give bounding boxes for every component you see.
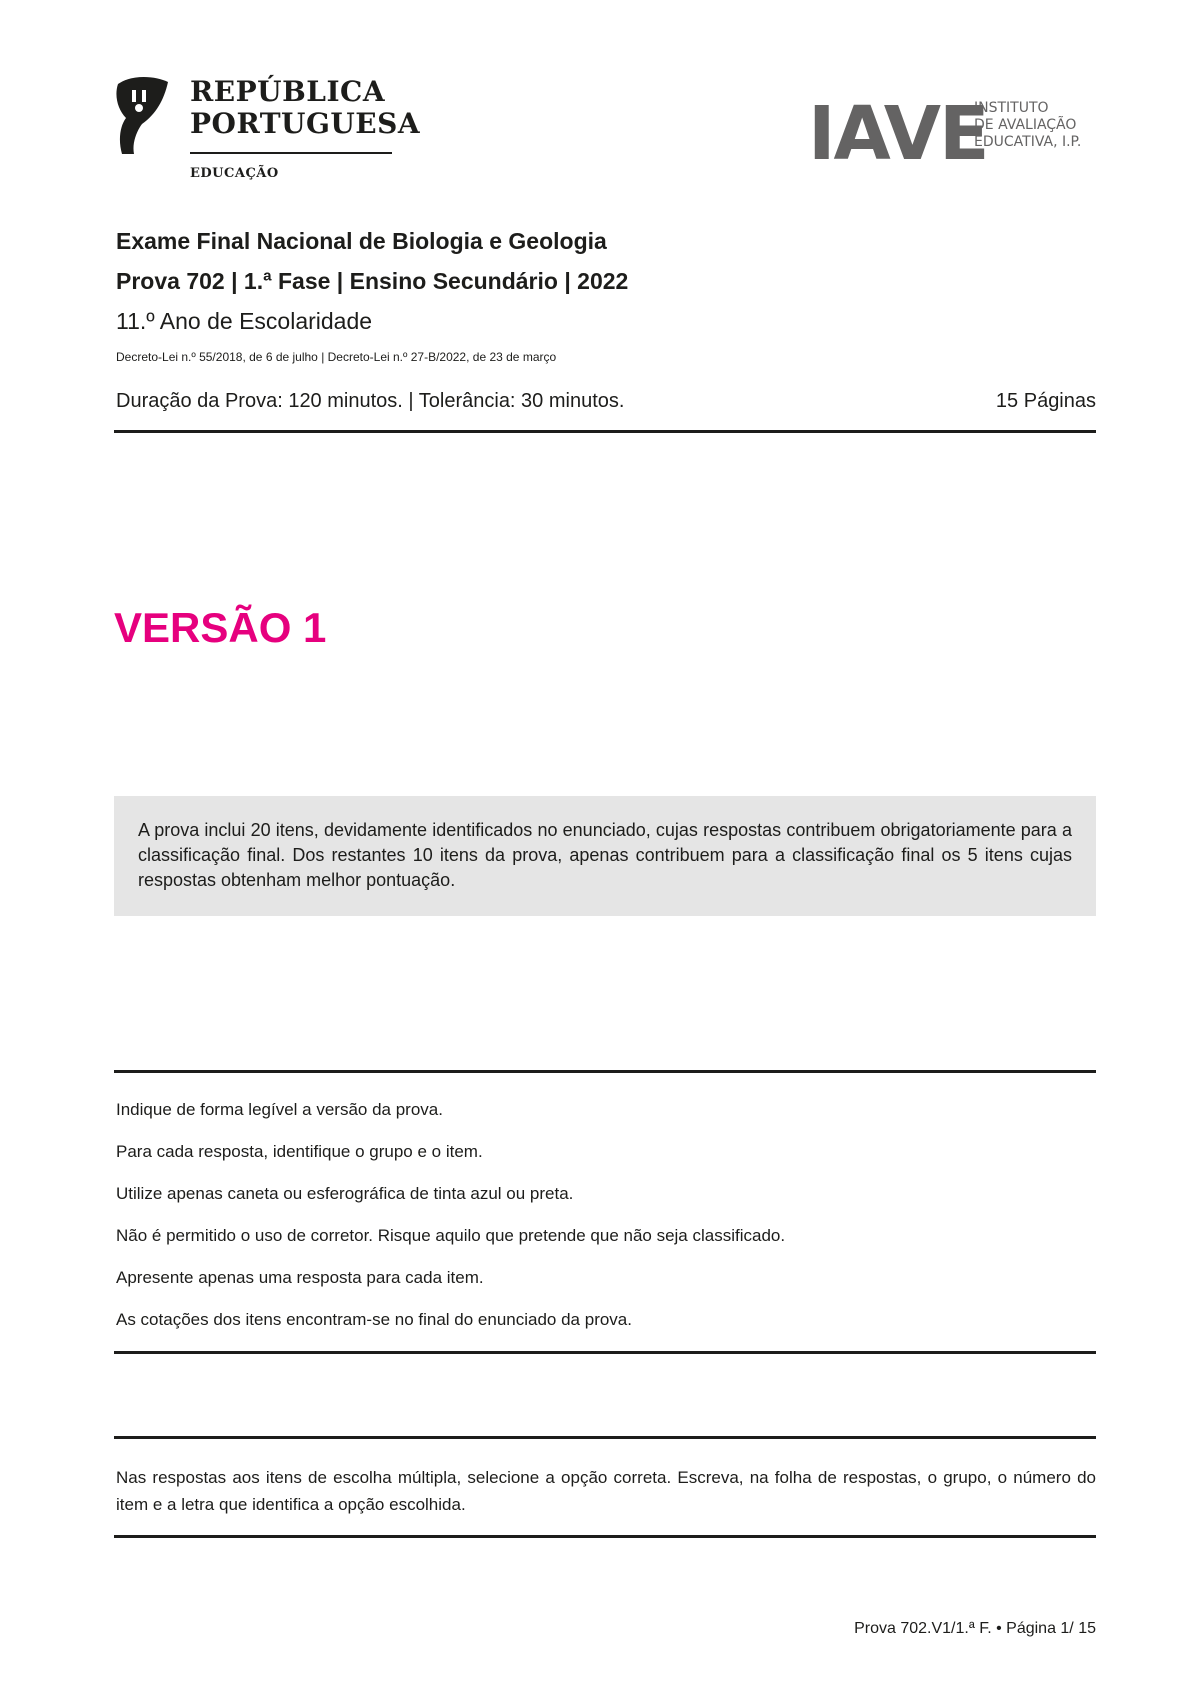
divider-note-bottom — [114, 1535, 1096, 1538]
exam-decree: Decreto-Lei n.º 55/2018, de 6 de julho | Decreto-Lei n.º 27-B/2022, de 23 de março — [116, 350, 557, 364]
divider-note-top — [114, 1436, 1096, 1439]
logo-name — [190, 76, 420, 140]
info-box — [114, 796, 1096, 916]
divider-title — [114, 430, 1096, 433]
iave-logo — [808, 91, 1098, 177]
multiple-choice-note: Nas respostas aos itens de escolha múltipla, selecione a opção correta. Escreva, na folha de respostas, o grupo, o número do item e a letra que identifica a opção escolhida. — [116, 1468, 1096, 1514]
logo-divider — [190, 152, 392, 154]
iave-text: INSTITUTO DE AVALIAÇÃO EDUCATIVA, I.P. — [974, 100, 1082, 150]
instruction-item: Apresente apenas uma resposta para cada item. — [116, 1268, 484, 1287]
iave-mark: IAVE — [808, 91, 988, 177]
version-label: VERSÃO 1 — [114, 604, 327, 651]
info-box-text: A prova inclui 20 itens, devidamente identificados no enunciado, cujas respostas contribuem obrigatoriamente para a classificação final. Dos restantes 10 itens da prova, apenas contribuem para a classificação final os 5 itens cujas respostas obtenham melhor pontuação. — [138, 820, 1072, 890]
logo-name-line2: PORTUGUESA — [190, 107, 421, 140]
instruction-item: Indique de forma legível a versão da prova. — [116, 1100, 443, 1119]
exam-duration: Duração da Prova: 120 minutos. | Tolerância: 30 minutos. — [116, 390, 625, 412]
emblem-icon — [112, 74, 170, 154]
exam-title: Exame Final Nacional de Biologia e Geologia — [116, 228, 607, 254]
page-footer: Prova 702.V1/1.ª F. • Página 1/ 15 — [854, 1620, 1096, 1637]
republica-portuguesa-logo — [112, 68, 421, 188]
exam-meta — [116, 390, 1096, 413]
instruction-item: Utilize apenas caneta ou esferográfica de tinta azul ou preta. — [116, 1184, 574, 1203]
exam-pages: 15 Páginas — [995, 390, 1096, 412]
logo-name-line1: REPÚBLICA — [190, 75, 386, 108]
divider-instructions-bottom — [114, 1351, 1096, 1354]
exam-year: 11.º Ano de Escolaridade — [116, 308, 373, 334]
exam-subtitle: Prova 702 | 1.ª Fase | Ensino Secundário | 2022 — [116, 268, 629, 294]
instruction-item: Não é permitido o uso de corretor. Risque aquilo que pretende que não seja classificado. — [116, 1226, 786, 1245]
divider-instructions-top — [114, 1070, 1096, 1073]
instruction-item: Para cada resposta, identifique o grupo e o item. — [116, 1142, 483, 1161]
instruction-item: As cotações dos itens encontram-se no final do enunciado da prova. — [116, 1310, 632, 1329]
logo-subtitle: EDUCAÇÃO — [190, 166, 279, 181]
